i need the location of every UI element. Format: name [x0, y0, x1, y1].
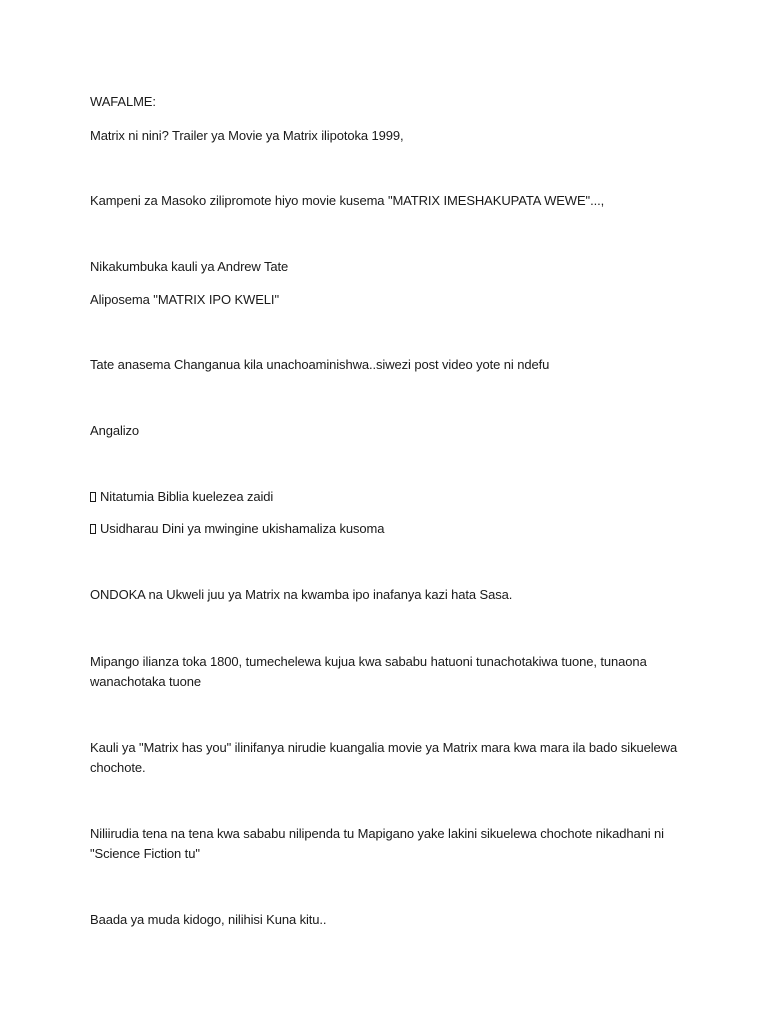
paragraph-angalizo: Angalizo: [90, 423, 140, 438]
bullet-item: [90, 487, 690, 507]
paragraph-matrix-ipo-kweli: Aliposema "MATRIX IPO KWELI": [90, 292, 279, 307]
paragraph-changanua: Tate anasema Changanua kila unachoaminishwa..siwezi post video yote ni ndefu: [90, 357, 550, 372]
document-heading: WAFALME:: [90, 94, 156, 109]
bullet-item-text: Usidharau Dini ya mwingine ukishamaliza kusoma: [100, 521, 385, 536]
bullet-item: [90, 519, 690, 539]
paragraph-mipango: Mipango ilianza toka 1800, tumechelewa kujua kwa sababu hatuoni tunachotakiwa tuone, tunaona wanachotaka tuone: [90, 654, 647, 689]
paragraph-matrix-question: Matrix ni nini? Trailer ya Movie ya Matrix ilipotoka 1999,: [90, 128, 404, 143]
missing-glyph-box-icon: [90, 524, 96, 534]
bullet-item-text: Nitatumia Biblia kuelezea zaidi: [100, 489, 274, 504]
paragraph-matrix-has-you: Kauli ya "Matrix has you" ilinifanya nirudie kuangalia movie ya Matrix mara kwa mara ila bado sikuelewa chochote.: [90, 740, 678, 775]
paragraph-baada-ya-muda: Baada ya muda kidogo, nilihisi Kuna kitu..: [90, 912, 327, 927]
paragraph-niliirudia: Niliirudia tena na tena kwa sababu nilipenda tu Mapigano yake lakini sikuelewa chochote nikadhani ni "Science Fiction tu": [90, 826, 664, 861]
paragraph-marketing-campaign: Kampeni za Masoko zilipromote hiyo movie kusema "MATRIX IMESHAKUPATA WEWE"...,: [90, 193, 605, 208]
missing-glyph-box-icon: [90, 492, 96, 502]
paragraph-ondoka: ONDOKA na Ukweli juu ya Matrix na kwamba ipo inafanya kazi hata Sasa.: [90, 587, 513, 602]
paragraph-andrew-tate: Nikakumbuka kauli ya Andrew Tate: [90, 259, 289, 274]
